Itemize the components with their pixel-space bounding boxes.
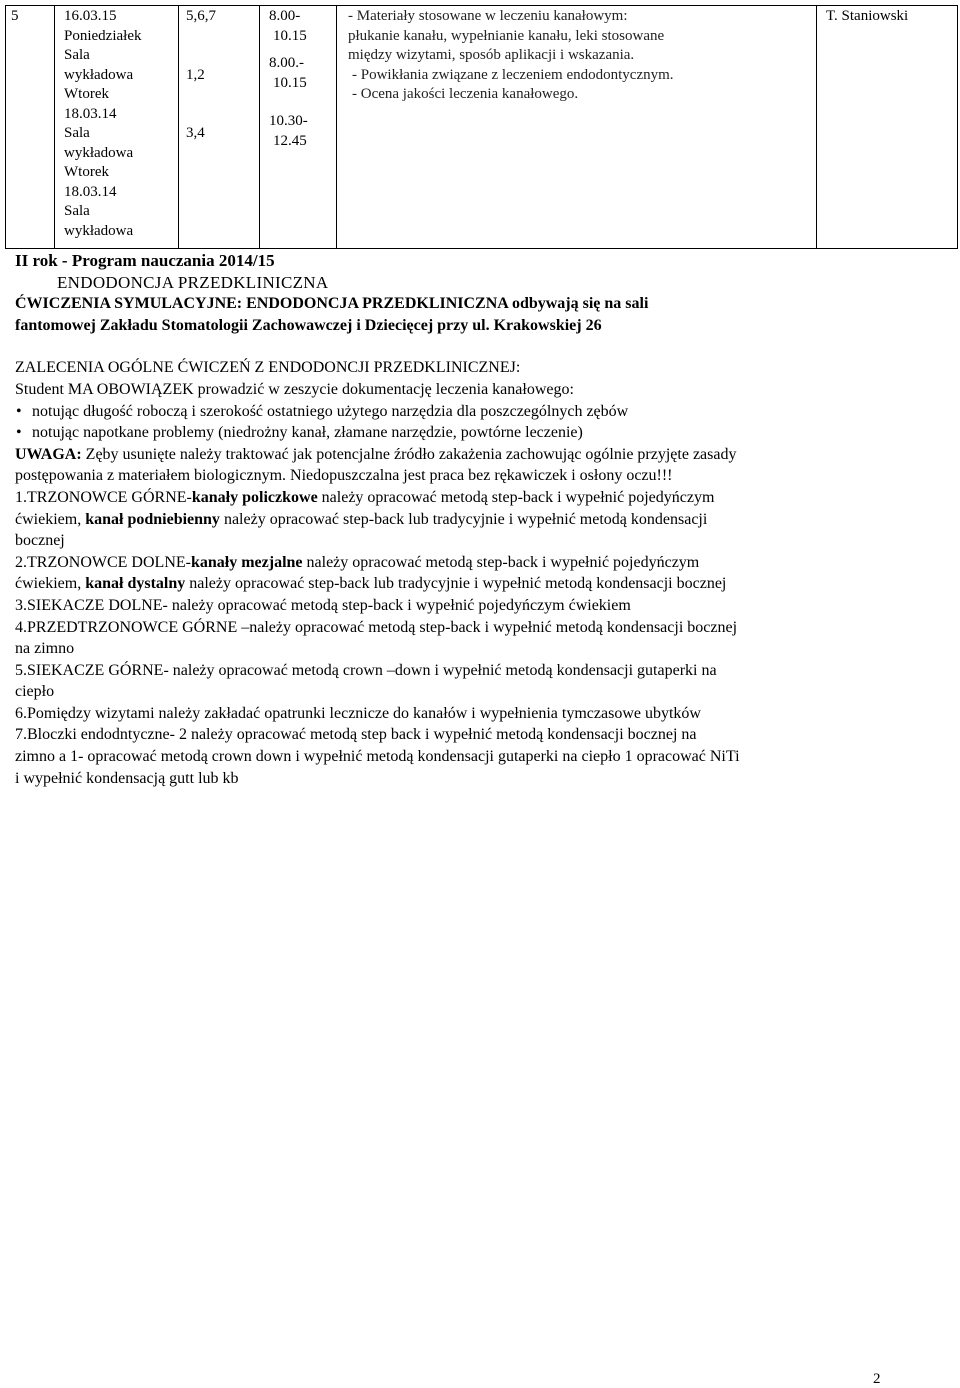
bullet-icon: • xyxy=(16,424,22,442)
topic-line: między wizytami, sposób aplikacji i wskazania. xyxy=(348,47,635,63)
row-number: 5 xyxy=(11,8,19,24)
instruction-text: 1.TRZONOWCE GÓRNE- xyxy=(15,488,192,506)
date-line: Sala xyxy=(64,125,90,141)
warning-line xyxy=(15,444,945,466)
topic-cell xyxy=(348,7,813,105)
instruction-line: 3.SIEKACZE DOLNE- należy opracować metodą step-back i wypełnić pojedyńczym ćwiekiem xyxy=(15,596,631,614)
topic-line: płukanie kanału, wypełnianie kanału, leki stosowane xyxy=(348,27,665,44)
instruction-line: bocznej xyxy=(15,532,65,550)
time-cell xyxy=(269,7,308,151)
list-item xyxy=(15,422,945,444)
instruction-line xyxy=(15,487,945,509)
time-line: 10.30- xyxy=(269,113,308,129)
schedule-table xyxy=(5,5,958,249)
instruction-text: należy opracować step-back lub tradycyjnie i wypełnić metodą kondensacji bocznej xyxy=(185,575,727,593)
canal-name: kanał podniebienny xyxy=(85,510,220,528)
table-divider xyxy=(178,6,179,248)
warning-line: postępowania z materiałem biologicznym. Niedopuszczalna jest praca bez rękawiczek i osłony oczu!!! xyxy=(15,467,673,485)
table-divider xyxy=(54,6,55,248)
table-divider xyxy=(259,6,260,248)
bullet-text: notując długość roboczą i szerokość ostatniego użytego narzędzia dla poszczególnych zębów xyxy=(32,402,629,420)
warning-label: UWAGA: xyxy=(15,445,82,463)
date-line: wykładowa xyxy=(64,144,134,161)
date-line: 16.03.15 xyxy=(64,8,117,24)
bullet-icon: • xyxy=(16,402,22,420)
instruction-line: ciepło xyxy=(15,683,55,701)
bullet-text: notując napotkane problemy (niedrożny kanał, złamane narzędzie, powtórne leczenie) xyxy=(32,424,583,442)
topic-line: - Ocena jakości leczenia kanałowego. xyxy=(352,86,579,102)
date-line: Wtorek xyxy=(64,86,109,102)
exercises-line: ĆWICZENIA SYMULACYJNE: ENDODONCJA PRZEDKLINICZNA odbywają się na sali xyxy=(15,295,649,313)
time-line: 10.15 xyxy=(273,74,307,91)
instruction-line xyxy=(15,552,945,574)
date-line: Sala xyxy=(64,203,90,219)
list-item xyxy=(15,401,945,423)
group-line: 3,4 xyxy=(186,125,205,141)
instruction-text: należy opracować step-back lub tradycyjnie i wypełnić metodą kondensacji xyxy=(219,510,708,528)
time-line: 10.15 xyxy=(273,27,307,44)
warning-text: Zęby usunięte należy traktować jak potencjalne źródło zakażenia zachowując ogólnie przyjęte zasady xyxy=(81,445,737,463)
exercises-line: fantomowej Zakładu Stomatologii Zachowawczej i Dziecięcej przy ul. Krakowskiej 26 xyxy=(15,316,602,334)
instruction-line: na zimno xyxy=(15,640,75,658)
instruction-text: 2.TRZONOWCE DOLNE- xyxy=(15,553,191,571)
instruction-line: 6.Pomiędzy wizytami należy zakładać opatrunki lecznicze do kanałów i wypełnienia tymczasowe ubytków xyxy=(15,704,701,722)
program-heading: II rok - Program nauczania 2014/15 xyxy=(15,251,275,270)
table-divider xyxy=(816,6,817,248)
instruction-line xyxy=(15,573,945,595)
instruction-text: ćwiekiem, xyxy=(15,575,86,593)
date-line: Sala xyxy=(64,47,90,63)
group-line: 5,6,7 xyxy=(186,8,216,24)
canal-name: kanały policzkowe xyxy=(191,488,318,506)
instruction-line: 5.SIEKACZE GÓRNE- należy opracować metodą crown –down i wypełnić metodą kondensacji gutaperki na xyxy=(15,661,717,679)
date-line: wykładowa xyxy=(64,222,134,239)
date-line: Poniedziałek xyxy=(64,27,142,44)
instruction-line: i wypełnić kondensacją gutt lub kb xyxy=(15,769,239,787)
document-body xyxy=(15,250,945,789)
instruction-line: 7.Bloczki endodntyczne- 2 należy opracować metodą step back i wypełnić metodą kondensacji bocznej na xyxy=(15,726,697,744)
instruction-text: należy opracować metodą step-back i wypełnić pojedyńczym xyxy=(302,553,700,571)
instruction-text: ćwiekiem, xyxy=(15,510,86,528)
topic-line: - Powikłania związane z leczeniem endodontycznym. xyxy=(352,66,674,83)
group-line: 1,2 xyxy=(186,66,205,83)
instruction-line xyxy=(15,509,945,531)
topic-line: - Materiały stosowane w leczeniu kanałowym: xyxy=(348,8,628,24)
date-line: wykładowa xyxy=(64,66,134,83)
lecturer-name: T. Staniowski xyxy=(826,8,909,24)
recommendations-intro: Student MA OBOWIĄZEK prowadzić w zeszycie dokumentację leczenia kanałowego: xyxy=(15,380,574,398)
page-number: 2 xyxy=(873,1371,881,1387)
table-divider xyxy=(336,6,337,248)
canal-name: kanały mezjalne xyxy=(190,553,303,571)
date-line: Wtorek xyxy=(64,164,109,180)
time-line: 8.00.- xyxy=(269,55,304,71)
instruction-line: 4.PRZEDTRZONOWCE GÓRNE –należy opracować metodą step-back i wypełnić metodą kondensacji bocznej xyxy=(15,618,738,636)
group-cell xyxy=(186,7,216,144)
date-room-cell xyxy=(64,7,141,241)
time-line: 12.45 xyxy=(273,132,307,149)
subject-heading: ENDODONCJA PRZEDKLINICZNA xyxy=(57,272,329,292)
date-line: 18.03.14 xyxy=(64,105,117,122)
canal-name: kanał dystalny xyxy=(85,575,186,593)
recommendations-heading: ZALECENIA OGÓLNE ĆWICZEŃ Z ENDODONCJI PRZEDKLINICZNEJ: xyxy=(15,359,521,377)
date-line: 18.03.14 xyxy=(64,183,117,200)
instruction-text: należy opracować metodą step-back i wypełnić pojedyńczym xyxy=(317,488,715,506)
instruction-line: zimno a 1- opracować metodą crown down i wypełnić metodą kondensacji gutaperki na ciepło 1 opracować NiTi xyxy=(15,748,740,766)
time-line: 8.00- xyxy=(269,8,301,24)
